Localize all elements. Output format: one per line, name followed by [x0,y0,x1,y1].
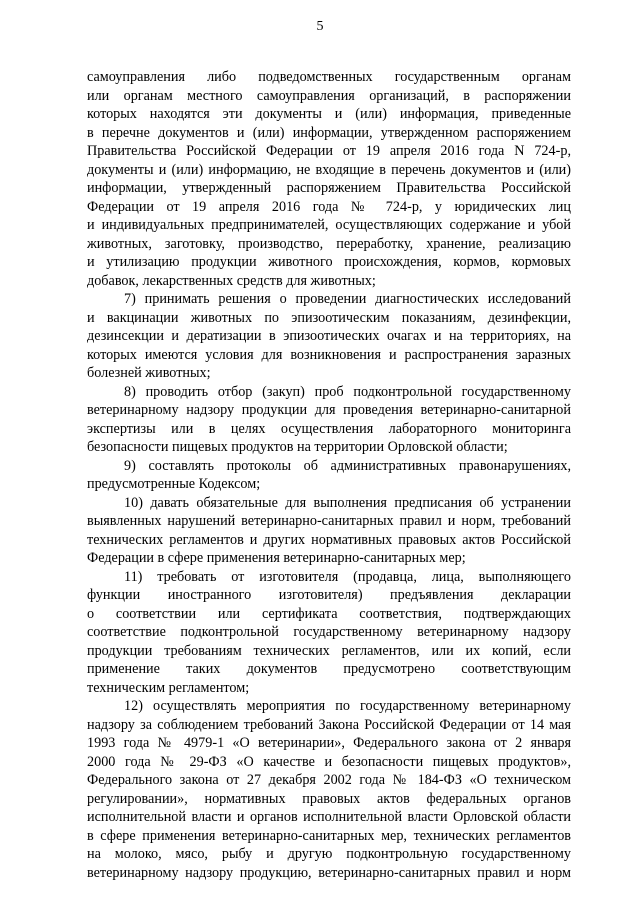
text-line: соответствие подконтрольной государственному ветеринарному надзору [87,624,571,640]
text-line: и вакцинации животных по эпизоотическим показаниям, дезинфекции, [87,309,571,326]
text-line: которых имеются условия для возникновения и распространения заразных [87,346,571,363]
text-line: 7) принимать решения о проведении диагностических исследований [124,291,571,307]
text-line: добавок, лекарственных средств для животных; [87,272,376,289]
text-line: на молоко, мясо, рыбу и другую подконтрольную государственному [87,846,571,862]
text-line: Федерации в сфере применения ветеринарно-санитарных мер; [87,550,466,566]
text-line: экспертизы или в целях осуществления лабораторного мониторинга [87,420,571,437]
paragraph [87,568,571,698]
text-line: 10) давать обязательные для выполнения предписания об устранении [124,494,571,511]
text-line: которых находятся эти документы и (или) информация, приведенные [87,106,571,122]
text-line: и утилизацию продукции животного происхождения, кормов, кормовых [87,254,571,270]
text-line: выявленных нарушений ветеринарно-санитарных правил и норм, требований [87,513,571,529]
text-line: 12) осуществлять мероприятия по государственному ветеринарному [124,698,571,714]
text-line: регулировании», нормативных правовых актов федеральных органов [87,790,571,807]
text-line: безопасности пищевых продуктов на территории Орловской области; [87,439,508,455]
text-line: и индивидуальных предпринимателей, осуществляющих содержание и убой [87,217,571,233]
text-line: применение таких документов предусмотрено соответствующим [87,661,571,677]
text-line: продукции требованиям технических регламентов, или их копий, если [87,642,571,659]
text-line: техническим регламентом; [87,679,250,696]
text-line: в сфере применения ветеринарно-санитарных мер, технических регламентов [87,827,571,844]
text-line: дезинсекции и дератизации в эпизоотических очагах и на территориях, на [87,328,571,344]
text-line: самоуправления либо подведомственных государственным органам [87,69,571,85]
text-line: Федерального закона от 27 декабря 2002 года № 184-ФЗ «О техническом [87,772,571,788]
text-line: надзору за соблюдением требований Закона Российской Федерации от 14 мая [87,716,571,733]
text-line: технических регламентов и других нормативных правовых актов Российской [87,531,571,548]
text-line: исполнительной власти и органов исполнительной власти Орловской области [87,809,571,825]
paragraph [87,697,571,882]
text-line: болезней животных; [87,365,211,381]
text-line: животных, заготовку, производство, переработку, хранение, реализацию [87,235,571,252]
paragraph [87,494,571,568]
text-line: функции иностранного изготовителя) предъявления декларации [87,587,571,603]
text-line: 1993 года № 4979-1 «О ветеринарии», Федерального закона от 2 января [87,735,571,751]
text-line: 2000 года № 29-ФЗ «О качестве и безопасности пищевых продуктов», [87,753,571,770]
text-line: о соответствии или сертификата соответствия, подтверждающих [87,605,571,622]
paragraph [87,290,571,383]
paragraph [87,383,571,457]
text-line: Правительства Российской Федерации от 19 апреля 2016 года N 724-р, [87,143,571,159]
document-body [87,68,571,882]
text-line: ветеринарному надзору продукцию, ветеринарно-санитарных правил и норм [87,864,571,881]
text-line: документы и (или) информацию, не входящие в перечень документов и (или) [87,161,571,178]
text-line: информации, утвержденный распоряжением Правительства Российской [87,180,571,196]
text-line: Федерации от 19 апреля 2016 года № 724-р, у юридических лиц [87,198,571,215]
text-line: ветеринарному надзору продукции для проведения ветеринарно-санитарной [87,402,571,418]
paragraph [87,457,571,494]
page-number: 5 [316,19,324,34]
paragraph [87,68,571,290]
text-line: или органам местного самоуправления организаций, в распоряжении [87,87,571,104]
text-line: 11) требовать от изготовителя (продавца, лица, выполняющего [124,568,571,585]
text-line: в перечне документов и (или) информации, утвержденном распоряжением [87,124,571,141]
text-line: 9) составлять протоколы об административных правонарушениях, [124,457,571,474]
text-line: 8) проводить отбор (закуп) проб подконтрольной государственному [124,383,571,400]
text-line: предусмотренные Кодексом; [87,476,261,492]
